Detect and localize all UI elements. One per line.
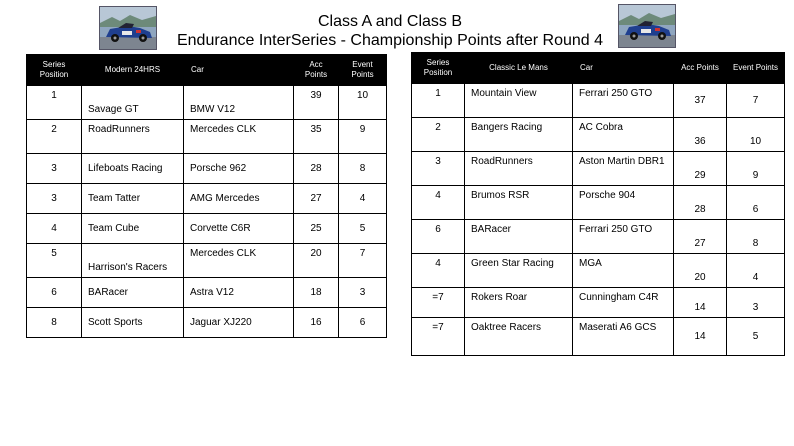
cell-position: 2 — [412, 118, 465, 152]
cell-position: 8 — [27, 308, 82, 338]
cell-acc-points: 25 — [294, 214, 339, 244]
cell-position: 3 — [412, 152, 465, 186]
cell-car: AMG Mercedes — [184, 184, 294, 214]
cell-position: 6 — [412, 220, 465, 254]
cell-team: Lifeboats Racing — [82, 154, 184, 184]
header-event-points: Event Points — [727, 53, 785, 84]
cell-acc-points: 20 — [294, 244, 339, 278]
race-car-painting-icon — [99, 6, 157, 50]
cell-car: Astra V12 — [184, 278, 294, 308]
cell-acc-points: 37 — [674, 84, 727, 118]
cell-team: RoadRunners — [465, 152, 573, 186]
cell-car: Mercedes CLK — [184, 244, 294, 278]
table-row — [27, 278, 387, 308]
cell-event-points: 6 — [339, 308, 387, 338]
cell-event-points: 3 — [727, 288, 785, 318]
table-row — [27, 308, 387, 338]
cell-team: Team Tatter — [82, 184, 184, 214]
cell-event-points: 5 — [727, 318, 785, 356]
header-series-position: Series Position — [27, 55, 82, 86]
cell-position: 1 — [412, 84, 465, 118]
cell-position: 5 — [27, 244, 82, 278]
table-row — [412, 118, 785, 152]
cell-team: BARacer — [465, 220, 573, 254]
cell-car: Jaguar XJ220 — [184, 308, 294, 338]
cell-team: Green Star Racing — [465, 254, 573, 288]
cell-car: Ferrari 250 GTO — [573, 220, 674, 254]
table-header-row — [412, 53, 785, 84]
cell-team: Oaktree Racers — [465, 318, 573, 356]
cell-team: Harrison's Racers — [82, 244, 184, 278]
title-line-2: Endurance InterSeries - Championship Points after Round 4 — [176, 32, 603, 49]
cell-position: 3 — [27, 154, 82, 184]
header-event-points: Event Points — [339, 55, 387, 86]
table-row — [412, 152, 785, 186]
class-b-standings-table — [411, 52, 785, 356]
cell-event-points: 10 — [727, 118, 785, 152]
table-row — [27, 86, 387, 120]
cell-team: Rokers Roar — [465, 288, 573, 318]
cell-team: RoadRunners — [82, 120, 184, 154]
cell-event-points: 8 — [727, 220, 785, 254]
cell-position: 6 — [27, 278, 82, 308]
cell-acc-points: 27 — [674, 220, 727, 254]
cell-car: Mercedes CLK — [184, 120, 294, 154]
cell-acc-points: 16 — [294, 308, 339, 338]
table-row — [412, 84, 785, 118]
cell-position: 3 — [27, 184, 82, 214]
header-car: Car — [573, 53, 674, 84]
cell-acc-points: 27 — [294, 184, 339, 214]
cell-acc-points: 18 — [294, 278, 339, 308]
race-car-painting-icon — [618, 4, 676, 48]
cell-acc-points: 14 — [674, 288, 727, 318]
cell-team: Brumos RSR — [465, 186, 573, 220]
cell-event-points: 5 — [339, 214, 387, 244]
cell-event-points: 4 — [339, 184, 387, 214]
table-row — [27, 244, 387, 278]
cell-team: Mountain View — [465, 84, 573, 118]
cell-acc-points: 36 — [674, 118, 727, 152]
table-row — [27, 120, 387, 154]
table-row — [412, 254, 785, 288]
header-series-position: Series Position — [412, 53, 465, 84]
cell-acc-points: 35 — [294, 120, 339, 154]
cell-position: 2 — [27, 120, 82, 154]
table-row — [412, 318, 785, 356]
cell-car: BMW V12 — [184, 86, 294, 120]
header-acc-points: Acc Points — [674, 53, 727, 84]
cell-position: =7 — [412, 288, 465, 318]
table-row — [27, 154, 387, 184]
table-header-row — [27, 55, 387, 86]
header-team: Classic Le Mans — [465, 53, 573, 84]
cell-acc-points: 20 — [674, 254, 727, 288]
cell-event-points: 7 — [727, 84, 785, 118]
cell-car: AC Cobra — [573, 118, 674, 152]
header-car: Car — [184, 55, 294, 86]
class-a-standings-table — [26, 54, 387, 338]
cell-acc-points: 14 — [674, 318, 727, 356]
cell-team: BARacer — [82, 278, 184, 308]
cell-event-points: 8 — [339, 154, 387, 184]
cell-event-points: 3 — [339, 278, 387, 308]
cell-acc-points: 29 — [674, 152, 727, 186]
cell-team: Savage GT — [82, 86, 184, 120]
table-row — [412, 288, 785, 318]
cell-acc-points: 39 — [294, 86, 339, 120]
table-row — [27, 214, 387, 244]
cell-car: Ferrari 250 GTO — [573, 84, 674, 118]
header-team: Modern 24HRS — [82, 55, 184, 86]
cell-position: 4 — [412, 254, 465, 288]
cell-team: Team Cube — [82, 214, 184, 244]
cell-event-points: 9 — [727, 152, 785, 186]
cell-team: Bangers Racing — [465, 118, 573, 152]
header-acc-points: Acc Points — [294, 55, 339, 86]
cell-position: =7 — [412, 318, 465, 356]
cell-event-points: 9 — [339, 120, 387, 154]
cell-car: Aston Martin DBR1 — [573, 152, 674, 186]
cell-position: 4 — [27, 214, 82, 244]
title-line-1: Class A and Class B — [317, 13, 463, 30]
cell-car: Cunningham C4R — [573, 288, 674, 318]
cell-car: Corvette C6R — [184, 214, 294, 244]
table-row — [412, 220, 785, 254]
cell-event-points: 7 — [339, 244, 387, 278]
table-row — [27, 184, 387, 214]
cell-team: Scott Sports — [82, 308, 184, 338]
cell-acc-points: 28 — [294, 154, 339, 184]
table-row — [412, 186, 785, 220]
cell-car: MGA — [573, 254, 674, 288]
cell-acc-points: 28 — [674, 186, 727, 220]
cell-event-points: 6 — [727, 186, 785, 220]
cell-car: Maserati A6 GCS — [573, 318, 674, 356]
cell-car: Porsche 962 — [184, 154, 294, 184]
cell-event-points: 10 — [339, 86, 387, 120]
cell-position: 1 — [27, 86, 82, 120]
cell-position: 4 — [412, 186, 465, 220]
cell-event-points: 4 — [727, 254, 785, 288]
cell-car: Porsche 904 — [573, 186, 674, 220]
